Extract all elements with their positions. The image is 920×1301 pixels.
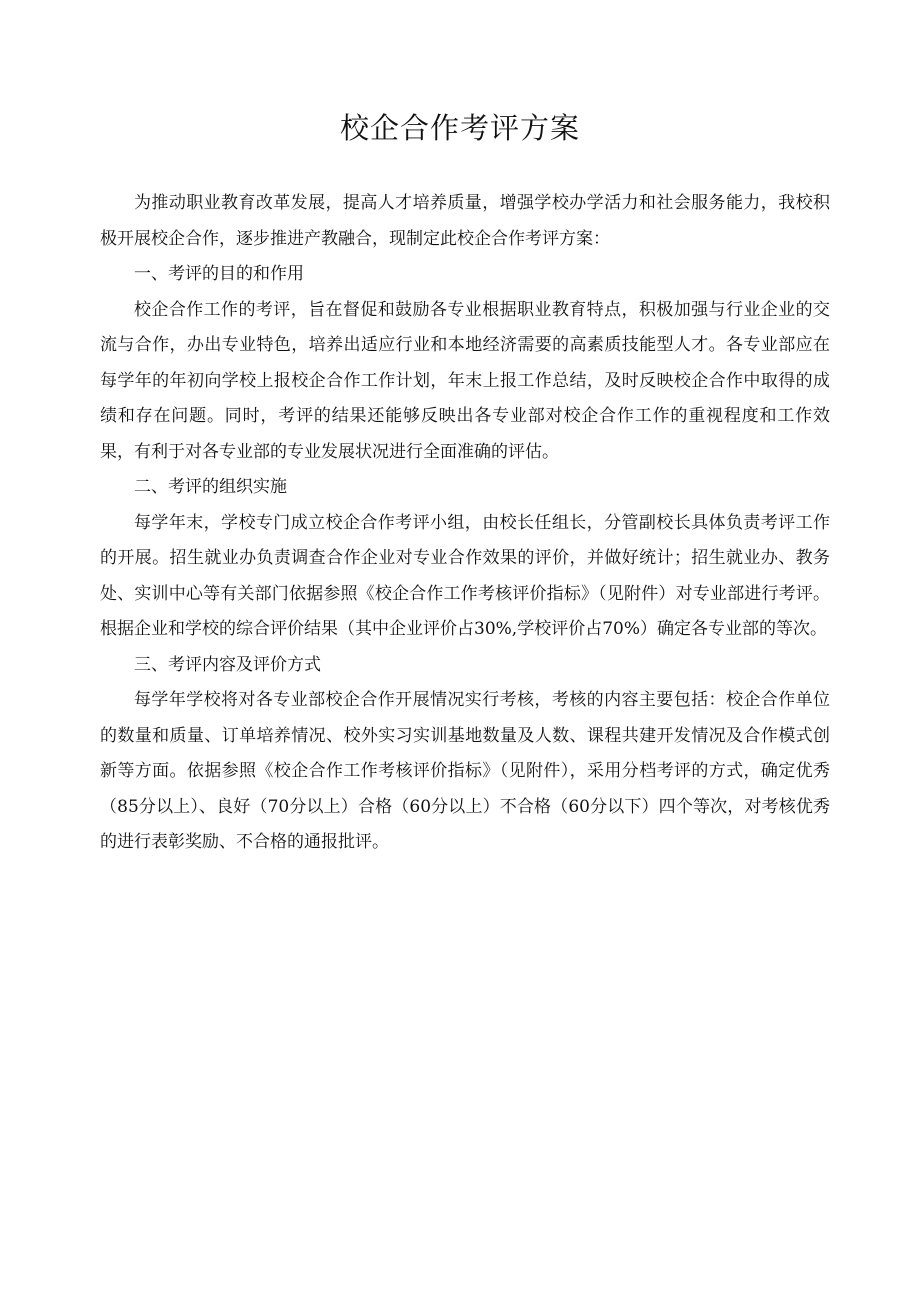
section-paragraph-content: 每学年学校将对各专业部校企合作开展情况实行考核，考核的内容主要包括：校企合作单位的数量和质量、订单培养情况、校外实习实训基地数量及人数、课程共建开发情况及合作模式创新等方面。依据参照《校企合作工作考核评价指标》（见附件），采用分档考评的方式，确定优秀（85分以上）、良好（70分以上）合格（60分以上）不合格（60分以下）四个等次，对考核优秀的进行表彰奖励、不合格的通报批评。 [100,690,830,852]
section-heading-purpose: 一、考评的目的和作用 [134,264,304,284]
section-heading-content: 三、考评内容及评价方式 [134,654,321,675]
document-body [100,186,830,861]
section-paragraph-purpose: 校企合作工作的考评，旨在督促和鼓励各专业根据职业教育特点，积极加强与行业企业的交流与合作，办出专业特色，培养出适应行业和本地经济需要的高素质技能型人才。各专业部应在每学年的年初向学校上报校企合作工作计划，年末上报工作总结，及时反映校企合作中取得的成绩和存在问题。同时，考评的结果还能够反映出各专业部对校企合作工作的重视程度和工作效果，有利于对各专业部的专业发展状况进行全面准确的评估。 [100,299,830,462]
section-paragraph-organization: 每学年末，学校专门成立校企合作考评小组，由校长任组长，分管副校长具体负责考评工作的开展。招生就业办负责调查合作企业对专业合作效果的评价，并做好统计；招生就业办、教务处、实训中心等有关部门依据参照《校企合作工作考核评价指标》（见附件）对专业部进行考评。根据企业和学校的综合评价结果（其中企业评价占30%,学校评价占70%）确定各专业部的等次。 [100,512,830,639]
section-heading-organization: 二、考评的组织实施 [134,477,287,497]
intro-paragraph: 为推动职业教育改革发展，提高人才培养质量，增强学校办学活力和社会服务能力，我校积极开展校企合作，逐步推进产教融合，现制定此校企合作考评方案： [100,193,830,249]
document-title: 校企合作考评方案 [339,111,580,145]
